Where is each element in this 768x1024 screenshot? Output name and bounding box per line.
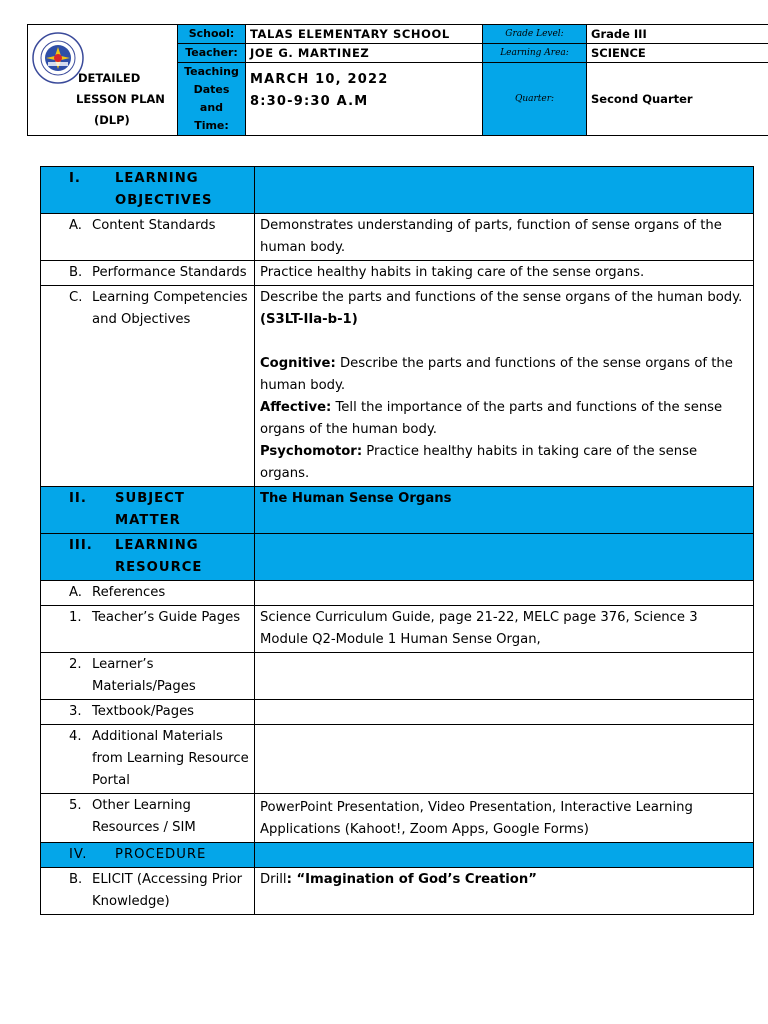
teaching-label-line-1: Teaching (184, 65, 239, 78)
row-number: C. (69, 290, 83, 305)
quarter-label: Quarter: (483, 63, 587, 136)
learning-area-value: SCIENCE (587, 44, 768, 63)
teaching-dates-label (178, 63, 246, 136)
row-content-standards (41, 214, 754, 261)
row-label: Textbook/Pages (92, 704, 195, 719)
section-learning-resource (41, 534, 754, 581)
row-value: Demonstrates understanding of parts, function of sense organs of the human body. (255, 214, 754, 261)
row-number: 1. (69, 610, 82, 625)
section-learning-objectives (41, 167, 754, 214)
row-value: PowerPoint Presentation, Video Presentation, Interactive Learning Applications (Kahoot!, Zoom Apps, Google Forms) (255, 794, 754, 843)
teaching-label-line-2: Dates (193, 83, 230, 96)
row-label: Teacher’s Guide Pages (92, 610, 241, 625)
row-number: 5. (69, 798, 82, 813)
row-label: Learner’s Materials/Pages (92, 657, 196, 694)
competency-text (260, 287, 748, 331)
row-label: Other Learning Resources / SIM (92, 798, 196, 835)
section-title-line: LEARNING (115, 538, 199, 553)
cognitive-text: Describe the parts and functions of the sense organs of the human body. (260, 356, 733, 393)
row-label: Performance Standards (92, 265, 247, 280)
row-number: A. (69, 218, 82, 233)
row-number: A. (69, 585, 82, 600)
row-label: ELICIT (Accessing Prior Knowledge) (92, 872, 243, 909)
teaching-label-line-3: and (199, 101, 224, 114)
psychomotor-label: Psychomotor: (260, 444, 363, 459)
section-subject-matter (41, 487, 754, 534)
row-label: References (92, 585, 166, 600)
row-number: 2. (69, 657, 82, 672)
dlp-title-line-3: (DLP) (94, 113, 130, 127)
section-title-line: LEARNING (115, 171, 199, 186)
drill-title: : “Imagination of God’s Creation” (286, 872, 537, 887)
section-number: I. (69, 171, 81, 186)
competency-value: Describe the parts and functions of the sense organs of the human body. (260, 290, 743, 305)
row-learning-competencies (41, 286, 754, 487)
section-number: III. (69, 538, 93, 553)
row-value: Science Curriculum Guide, page 21-22, MELC page 376, Science 3 Module Q2-Module 1 Human Sense Organ, (255, 606, 754, 653)
elicit-value (255, 868, 754, 915)
learning-area-label: Learning Area: (483, 44, 587, 63)
row-learners-materials (41, 653, 754, 700)
row-number: 4. (69, 729, 82, 744)
affective-objective (260, 397, 748, 441)
psychomotor-objective (260, 441, 748, 485)
section-title-line: SUBJECT (115, 491, 185, 506)
quarter-value: Second Quarter (587, 63, 768, 136)
drill-label: Drill (260, 872, 287, 887)
section-procedure (41, 843, 754, 868)
dlp-title (76, 68, 186, 131)
logo-title-cell (28, 25, 178, 136)
cognitive-label: Cognitive: (260, 356, 336, 371)
affective-text: Tell the importance of the parts and functions of the sense organs of the human body. (260, 400, 723, 437)
grade-level-label: Grade Level: (483, 25, 587, 44)
lesson-plan-header (27, 24, 768, 135)
psychomotor-text: Practice healthy habits in taking care of the sense organs. (260, 444, 698, 481)
row-additional-materials (41, 725, 754, 794)
row-other-resources (41, 794, 754, 843)
teaching-dates-value (246, 63, 483, 136)
grade-level-value: Grade III (587, 25, 768, 44)
subject-matter-value: The Human Sense Organs (255, 487, 754, 534)
school-value: TALAS ELEMENTARY SCHOOL (246, 25, 483, 44)
dlp-title-line-1: DETAILED (78, 71, 141, 85)
section-title-line: RESOURCE (115, 560, 203, 575)
row-number: B. (69, 265, 83, 280)
row-number: B. (69, 872, 83, 887)
teacher-label: Teacher: (178, 44, 246, 63)
row-textbook (41, 700, 754, 725)
section-number: II. (69, 491, 87, 506)
row-references (41, 581, 754, 606)
school-label: School: (178, 25, 246, 44)
date-value: MARCH 10, 2022 (250, 72, 389, 87)
section-number: IV. (69, 847, 88, 862)
row-teachers-guide (41, 606, 754, 653)
row-value: Practice healthy habits in taking care of the sense organs. (255, 261, 754, 286)
section-title: PROCEDURE (115, 847, 207, 862)
row-label: Learning Competencies and Objectives (92, 290, 248, 327)
row-performance-standards (41, 261, 754, 286)
affective-label: Affective: (260, 400, 332, 415)
section-title-line: OBJECTIVES (115, 193, 213, 208)
teacher-value: JOE G. MARTINEZ (246, 44, 483, 63)
section-title-line: MATTER (115, 513, 181, 528)
dlp-title-line-2: LESSON PLAN (76, 92, 165, 106)
competency-code: (S3LT-IIa-b-1) (260, 312, 358, 327)
row-elicit (41, 868, 754, 915)
time-value: 8:30-9:30 A.M (250, 94, 369, 109)
cognitive-objective (260, 353, 748, 397)
lesson-plan-table (40, 166, 753, 915)
row-label: Content Standards (92, 218, 216, 233)
teaching-label-line-4: Time: (194, 119, 229, 132)
row-number: 3. (69, 704, 82, 719)
row-label: Additional Materials from Learning Resource Portal (92, 729, 249, 788)
